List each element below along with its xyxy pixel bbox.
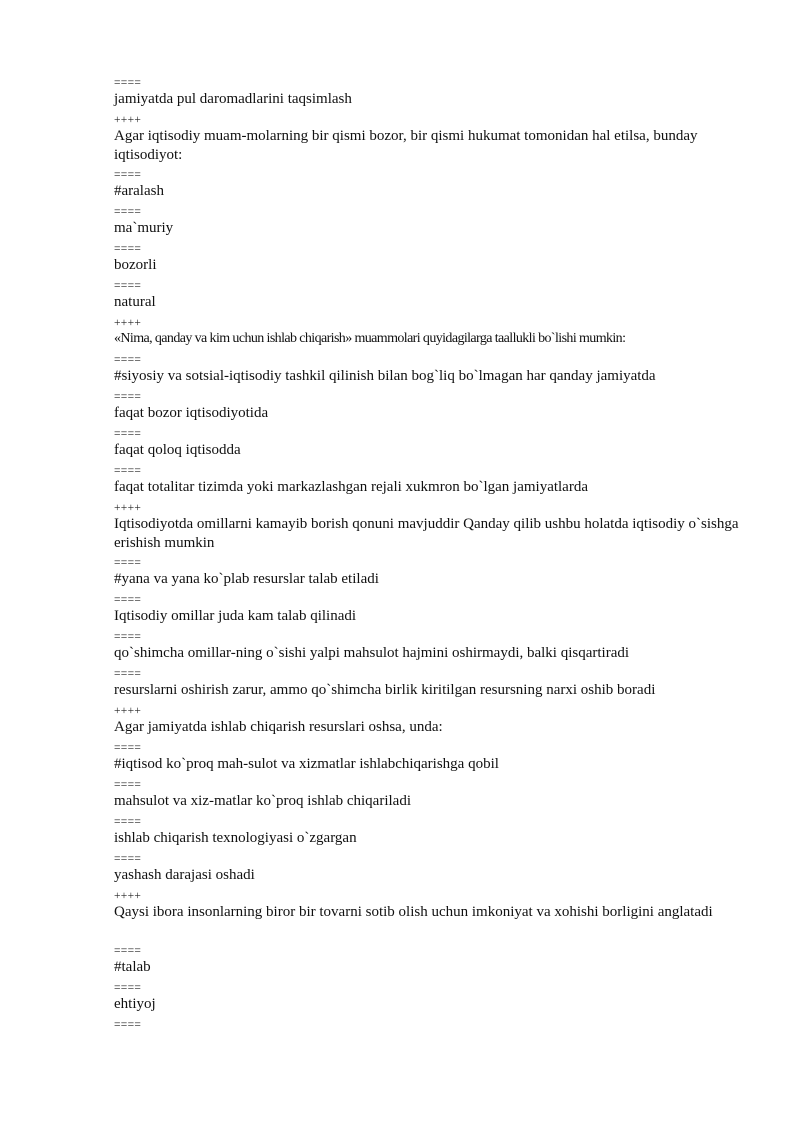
option-separator: ==== xyxy=(114,816,142,828)
text-line: qo`shimcha omillar-ning o`sishi yalpi mahsulot hajmini oshirmaydi, balki qisqartiradi xyxy=(114,645,630,661)
question-separator: ++++ xyxy=(114,705,142,717)
document-body xyxy=(114,76,754,1032)
text-line: ma`muriy xyxy=(114,220,174,236)
option-separator: ==== xyxy=(114,280,142,292)
text-line: «Nima, qanday va kim uchun ishlab chiqarish» muammolari quyidagilarga taallukli bo`lishi mumkin: xyxy=(114,331,626,346)
option-separator: ==== xyxy=(114,982,142,994)
text-line: jamiyatda pul daromadlarini taqsimlash xyxy=(114,91,352,107)
correct-answer-line: #siyosiy va sotsial-iqtisodiy tashkil qilinish bilan bog`liq bo`lmagan har qanday jamiyatda xyxy=(114,368,656,384)
option-separator: ==== xyxy=(114,557,142,569)
question-separator: ++++ xyxy=(114,317,142,329)
option-separator: ==== xyxy=(114,206,142,218)
text-line: resurslarni oshirish zarur, ammo qo`shimcha birlik kiritilgan resursning narxi oshib boradi xyxy=(114,682,656,698)
option-separator: ==== xyxy=(114,243,142,255)
correct-answer-line: #talab xyxy=(114,959,151,975)
option-separator: ==== xyxy=(114,779,142,791)
text-line: yashash darajasi oshadi xyxy=(114,867,255,883)
option-separator: ==== xyxy=(114,1019,142,1031)
option-separator: ==== xyxy=(114,465,142,477)
option-separator: ==== xyxy=(114,169,142,181)
question-separator: ++++ xyxy=(114,114,142,126)
option-separator: ==== xyxy=(114,631,142,643)
text-line: Agar jamiyatda ishlab chiqarish resurslari oshsa, unda: xyxy=(114,719,443,735)
option-separator: ==== xyxy=(114,853,142,865)
text-line: Agar iqtisodiy muam-molarning bir qismi bozor, bir qismi hukumat tomonidan hal etilsa, bunday iqtisodiyot: xyxy=(114,128,702,163)
text-line: mahsulot va xiz-matlar ko`proq ishlab chiqariladi xyxy=(114,793,411,809)
text-line: Iqtisodiy omillar juda kam talab qilinadi xyxy=(114,608,357,624)
correct-answer-line: #yana va yana ko`plab resurslar talab etiladi xyxy=(114,571,379,587)
text-line: faqat totalitar tizimda yoki markazlashgan rejali xukmron bo`lgan jamiyatlarda xyxy=(114,479,588,495)
option-separator: ==== xyxy=(114,668,142,680)
option-separator: ==== xyxy=(114,594,142,606)
text-line: bozorli xyxy=(114,257,157,273)
text-line: faqat qoloq iqtisodda xyxy=(114,442,241,458)
text-line: Qaysi ibora insonlarning biror bir tovarni sotib olish uchun imkoniyat va xohishi borligini anglatadi xyxy=(114,904,713,920)
option-separator: ==== xyxy=(114,391,142,403)
option-separator: ==== xyxy=(114,742,142,754)
option-separator: ==== xyxy=(114,428,142,440)
text-line: natural xyxy=(114,294,156,310)
option-separator: ==== xyxy=(114,354,142,366)
text-line: ishlab chiqarish texnologiyasi o`zgargan xyxy=(114,830,357,846)
text-line: Iqtisodiyotda omillarni kamayib borish qonuni mavjuddir Qanday qilib ushbu holatda iqtisodiy o`sishga erishish mumkin xyxy=(114,516,743,551)
question-separator: ++++ xyxy=(114,502,142,514)
option-separator: ==== xyxy=(114,945,142,957)
text-line: faqat bozor iqtisodiyotida xyxy=(114,405,269,421)
correct-answer-line: #aralash xyxy=(114,183,164,199)
question-separator: ++++ xyxy=(114,890,142,902)
correct-answer-line: #iqtisod ko`proq mah-sulot va xizmatlar ishlabchiqarishga qobil xyxy=(114,756,499,772)
text-line: ehtiyoj xyxy=(114,996,156,1012)
option-separator: ==== xyxy=(114,77,142,89)
